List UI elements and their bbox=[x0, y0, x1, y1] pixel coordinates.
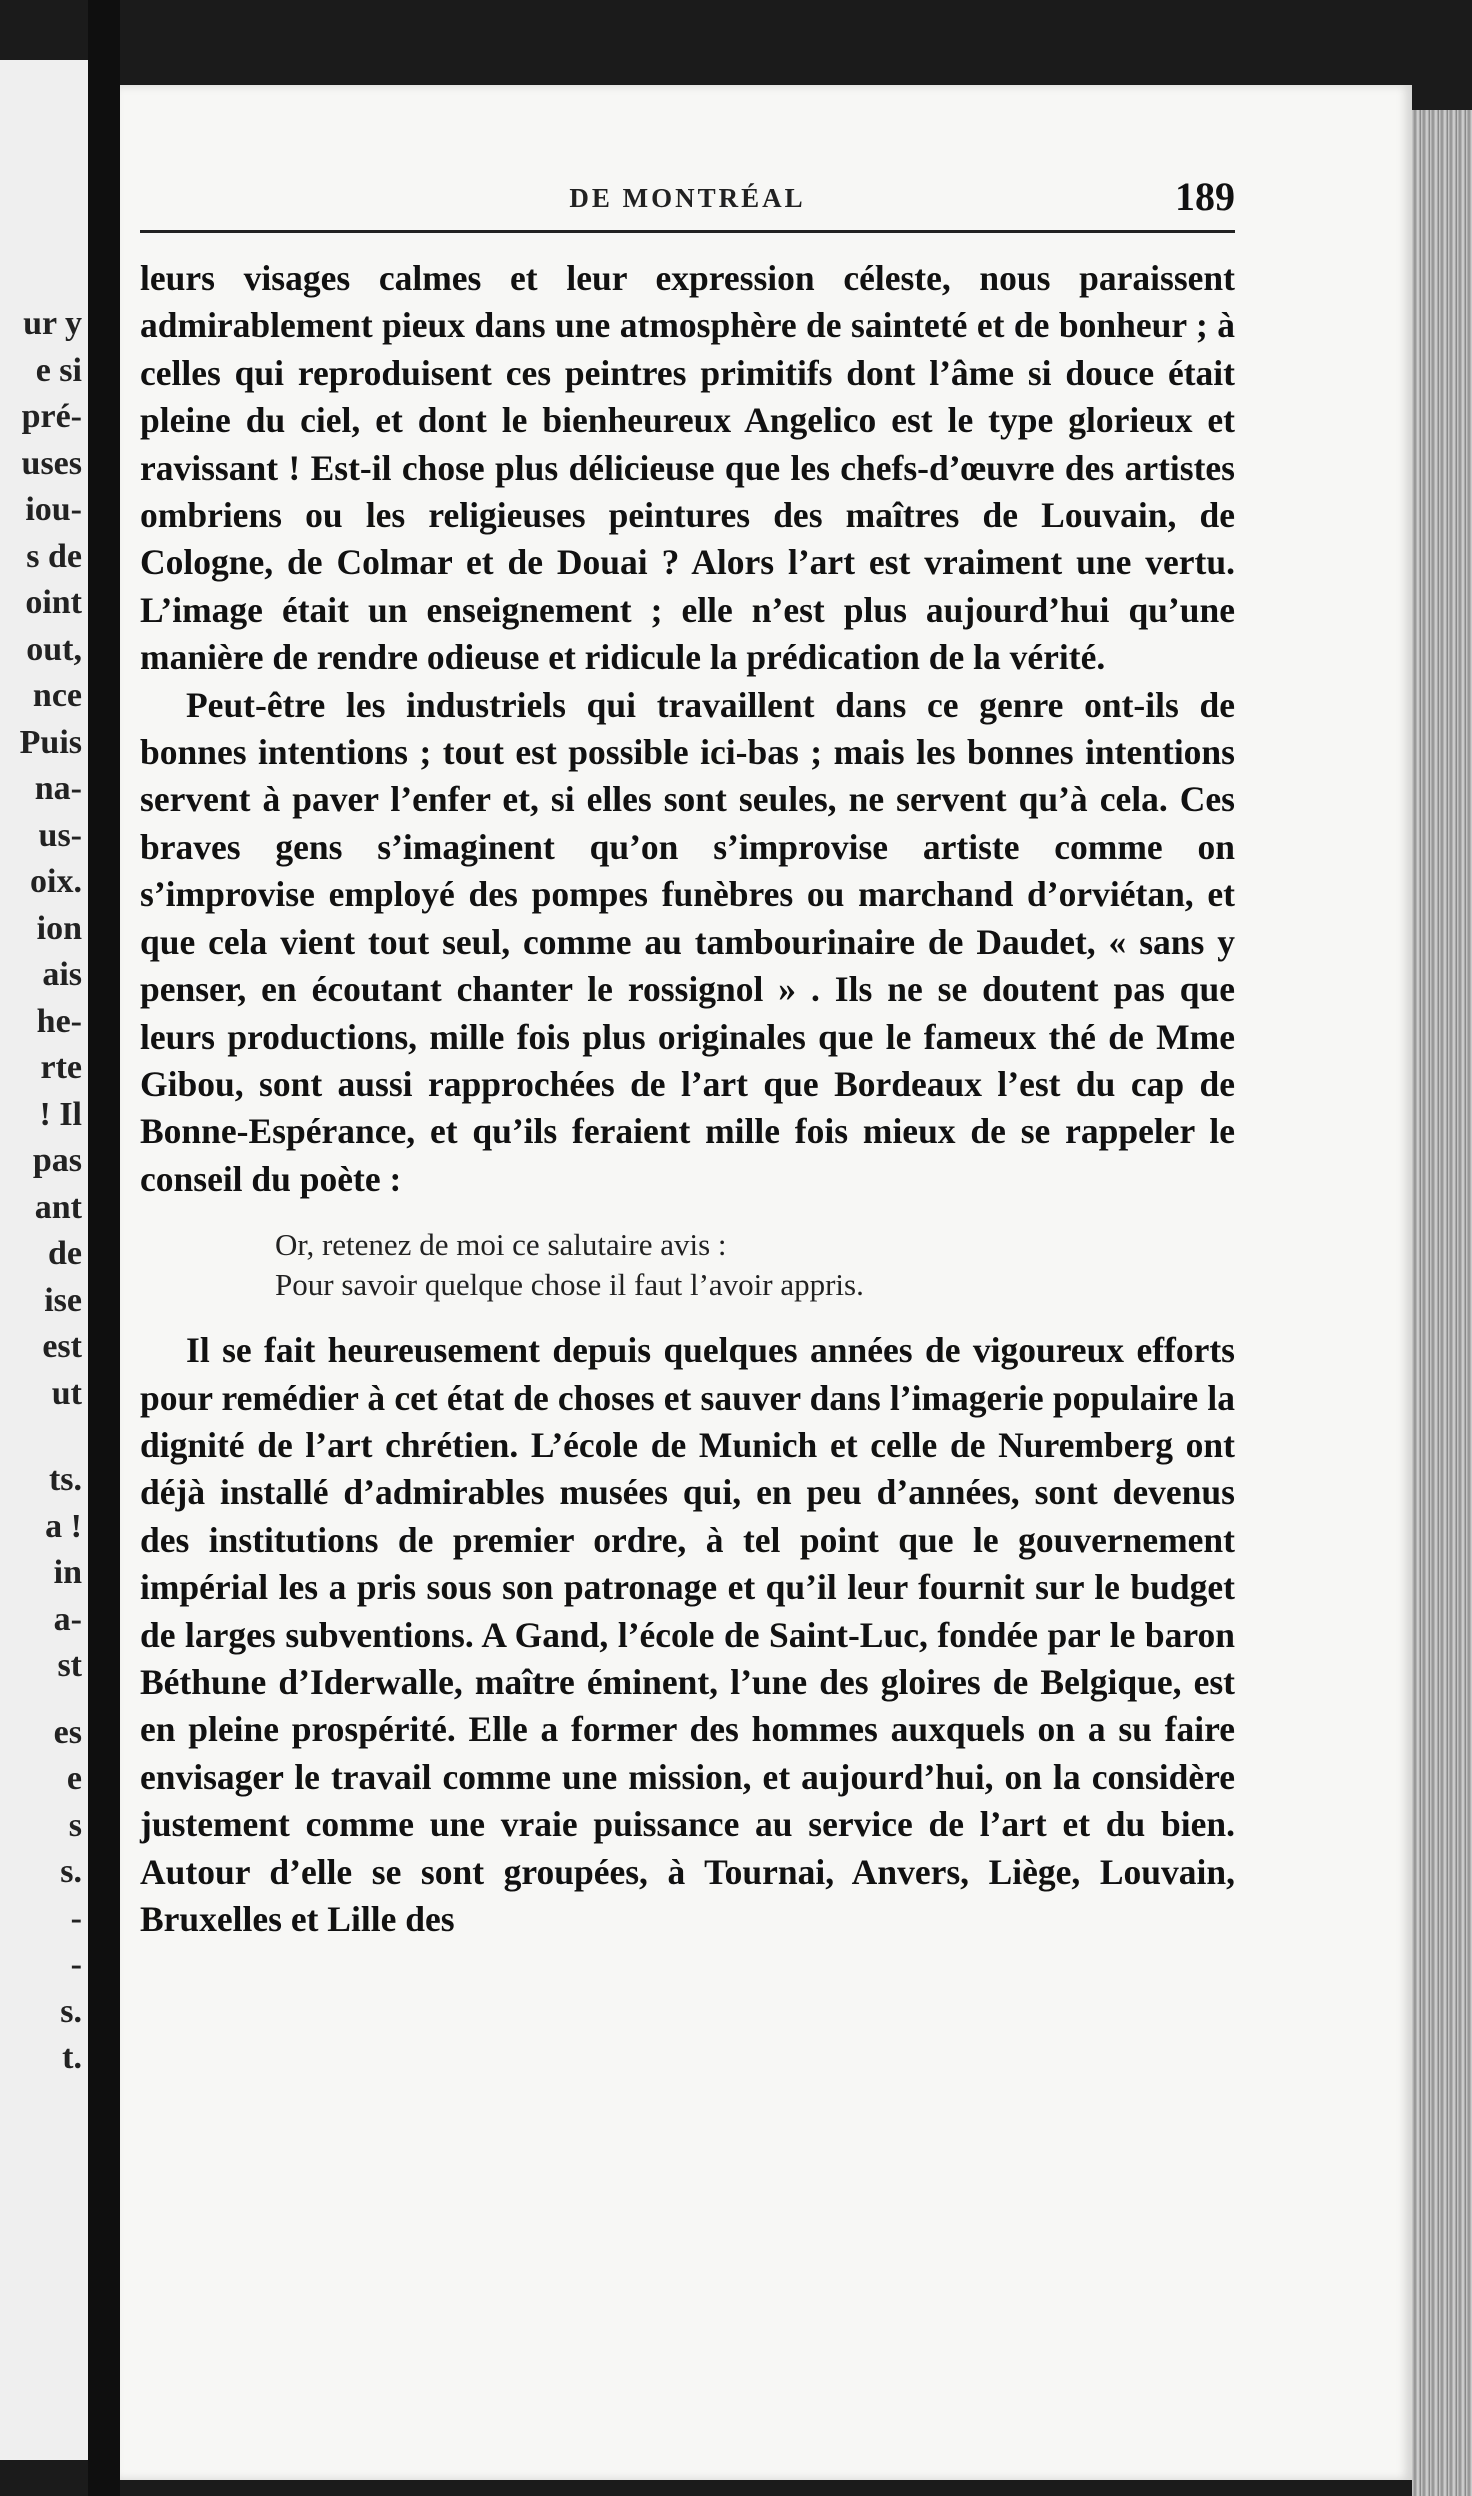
paragraph-1: leurs visages calmes et leur expression céleste, nous paraissent admirablement pieux dans une atmosphère de sainteté et de bonheur ; à celles qui reproduisent ces peintres primitifs dont l’âme si douce était pleine du ciel, et dont le bienheureux Angelico est le type glorieux et ravissant ! Est-il chose plus délicieuse que les chefs-d’œuvre des artistes ombriens ou les religieuses peintures des maîtres de Louvain, de Cologne, de Colmar et de Douai ? Alors l’art est vraiment une vertu. L’image était un enseignement ; elle n’est plus aujourd’hui qu’une manière de rendre odieuse et ridicule la prédication de la vérité. bbox=[140, 258, 1235, 678]
facing-page-fragment: Puis bbox=[19, 723, 82, 761]
body-text bbox=[140, 255, 1235, 1943]
facing-page-fragment: es bbox=[53, 1713, 82, 1751]
header-rule bbox=[140, 230, 1235, 233]
facing-page-fragment: s de bbox=[26, 537, 82, 575]
facing-page-fragment: s. bbox=[60, 1853, 82, 1890]
book-gutter bbox=[88, 0, 120, 2496]
facing-page-fragment: ur y bbox=[23, 305, 82, 342]
facing-page-fragment: ut bbox=[51, 1374, 82, 1412]
facing-page-fragment: na- bbox=[34, 770, 82, 807]
facing-page-fragment: oint bbox=[25, 584, 82, 621]
facing-page-fragment: he- bbox=[36, 1002, 82, 1040]
facing-page-fragment: st bbox=[57, 1647, 82, 1684]
facing-page-fragment: s. bbox=[60, 1992, 82, 2030]
facing-page-fragment: in bbox=[53, 1554, 82, 1591]
page-stack-edge bbox=[1412, 110, 1472, 2496]
book-page bbox=[120, 85, 1412, 2480]
facing-page-fragment: nce bbox=[32, 677, 82, 714]
facing-page-fragment: - bbox=[70, 1946, 82, 1983]
facing-page-fragment: rte bbox=[40, 1049, 82, 1086]
facing-page-fragment: a- bbox=[53, 1600, 82, 1638]
page-number: 189 bbox=[1175, 174, 1235, 219]
verse-quote bbox=[275, 1225, 1235, 1305]
facing-page-fragment: ise bbox=[44, 1281, 82, 1319]
facing-page-fragment: ais bbox=[42, 956, 82, 993]
verse-line-1: Or, retenez de moi ce salutaire avis : bbox=[275, 1227, 727, 1263]
facing-page-fragment: t. bbox=[62, 2039, 82, 2076]
facing-page-fragment: est bbox=[42, 1328, 82, 1365]
facing-page-fragment: pas bbox=[32, 1142, 82, 1179]
running-title: DE MONTRÉAL bbox=[569, 183, 806, 213]
facing-page-fragment: ant bbox=[34, 1188, 82, 1226]
facing-page-edge bbox=[0, 60, 88, 2460]
verse-line-2: Pour savoir quelque chose il faut l’avoir appris. bbox=[275, 1267, 864, 1303]
running-head bbox=[140, 85, 1235, 219]
facing-page-fragment: de bbox=[48, 1235, 82, 1272]
facing-page-fragment: oix. bbox=[30, 863, 82, 900]
facing-page-fragment: pré- bbox=[21, 398, 82, 435]
facing-page-fragment: iou- bbox=[25, 491, 82, 528]
facing-page-fragment: ! Il bbox=[39, 1095, 82, 1133]
facing-page-fragment: - bbox=[70, 1899, 82, 1937]
facing-page-fragment: e si bbox=[35, 351, 82, 389]
paragraph-3: Il se fait heureusement depuis quelques années de vigoureux efforts pour remédier à cet état de choses et sauver dans l’imagerie populaire la dignité de l’art chrétien. L’école de Munich et celle de Nuremberg ont déjà installé d’admirables musées qui, en peu d’années, sont devenus des institutions de premier ordre, à tel point que le gouvernement impérial les a pris sous son patronage et qu’il leur fournit sur le budget de larges subventions. A Gand, l’école de Saint-Luc, fondée par le baron Béthune d’Iderwalle, maître éminent, l’une des gloires de Belgique, est en pleine prospérité. Elle a former des hommes auxquels on a su faire envisager le travail comme une mission, et aujourd’hui, on la considère justement comme une vraie puissance au service de l’art et du bien. Autour d’elle se sont groupées, à Tournai, Anvers, Liège, Louvain, Bruxelles et Lille des bbox=[140, 1330, 1235, 1939]
facing-page-fragment: a ! bbox=[45, 1507, 82, 1545]
facing-page-fragment: uses bbox=[21, 444, 82, 482]
facing-page-fragment: out, bbox=[26, 630, 82, 668]
page-content bbox=[140, 85, 1235, 1939]
facing-page-fragment: e bbox=[66, 1760, 82, 1797]
paragraph-2: Peut-être les industriels qui travaillent dans ce genre ont-ils de bonnes intentions ; tout est possible ici-bas ; mais les bonnes intentions servent à paver l’enfer et, si elles sont seules, ne servent qu’à cela. Ces braves gens s’imaginent qu’on s’improvise artiste comme on s’improvise employé des pompes funèbres ou marchand d’orviétan, et que cela vient tout seul, comme au tambourinaire de Daudet, « sans y penser, en écoutant chanter le rossignol » . Ils ne se doutent pas que leurs productions, mille fois plus originales que le fameux thé de Mme Gibou, sont aussi rapprochées de l’art que Bordeaux l’est du cap de Bonne-Espérance, et qu’ils feraient mille fois mieux de se rappeler le conseil du poète : bbox=[140, 684, 1235, 1199]
facing-page-fragment: ts. bbox=[48, 1461, 82, 1498]
facing-page-fragment: ion bbox=[36, 909, 82, 947]
facing-page-fragment: us- bbox=[38, 816, 82, 854]
facing-page-fragment: s bbox=[68, 1806, 82, 1844]
